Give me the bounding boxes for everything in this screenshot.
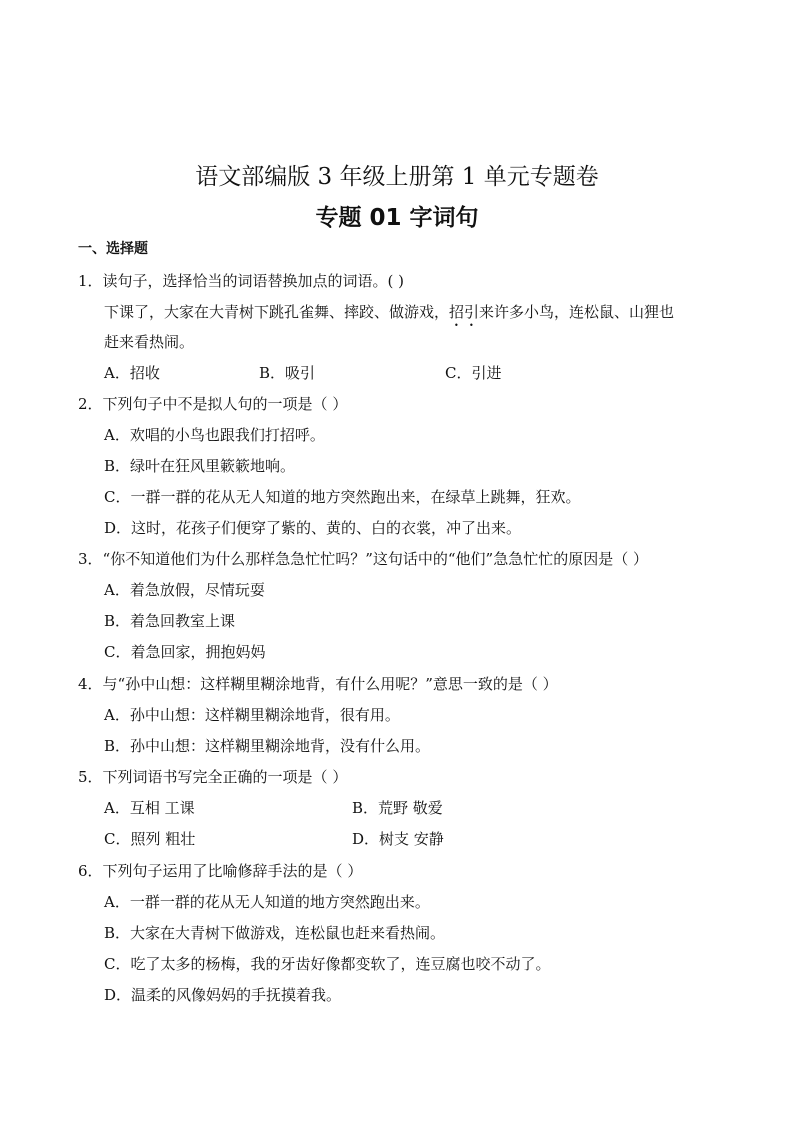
question-3-option-a: A．着急放假，尽情玩耍 (104, 581, 265, 599)
question-4-stem: 4．与“孙中山想：这样糊里糊涂地背，有什么用呢？”意思一致的是（ ） (78, 675, 558, 693)
document-title: 语文部编版 3 年级上册第 1 单元专题卷 (195, 164, 599, 190)
question-4-option-b: B．孙中山想：这样糊里糊涂地背，没有什么用。 (104, 737, 431, 755)
question-6-option-a: A．一群一群的花从无人知道的地方突然跑出来。 (104, 893, 430, 911)
question-4-option-a: A．孙中山想：这样糊里糊涂地背，很有用。 (104, 706, 400, 724)
question-1-option-b: B．吸引 (259, 364, 316, 382)
question-6-option-d: D．温柔的风像妈妈的手抚摸着我。 (104, 986, 342, 1004)
question-5-stem: 5．下列词语书写完全正确的一项是（ ） (78, 768, 348, 786)
question-6-stem: 6．下列句子运用了比喻修辞手法的是（ ） (78, 862, 363, 880)
question-2-option-a: A．欢唱的小鸟也跟我们打招呼。 (104, 426, 325, 444)
question-5-option-b: B．荒野 敬爱 (352, 799, 443, 817)
question-6-option-b: B．大家在大青树下做游戏，连松鼠也赶来看热闹。 (104, 924, 446, 942)
question-2-option-c: C．一群一群的花从无人知道的地方突然跑出来，在绿草上跳舞，狂欢。 (104, 488, 581, 506)
section-heading: 一、选择题 (78, 241, 148, 257)
question-3-option-c: C．着急回家，拥抱妈妈 (104, 643, 266, 661)
question-2-option-d: D．这时，花孩子们便穿了紫的、黄的、白的衣裳，冲了出来。 (104, 519, 522, 537)
emphasized-word: 招引 (449, 303, 480, 321)
question-3-option-b: B．着急回教室上课 (104, 612, 236, 630)
question-2-stem: 2．下列句子中不是拟人句的一项是（ ） (78, 395, 348, 413)
document-subtitle: 专题 01 字词句 (315, 205, 479, 231)
question-1-passage-line-1: 下课了，大家在大青树下跳孔雀舞、摔跤、做游戏，招引来许多小鸟，连松鼠、山狸也 (104, 303, 675, 321)
question-1-stem: 1．读句子，选择恰当的词语替换加点的词语。( ) (78, 272, 405, 290)
question-1-option-a: A．招收 (104, 364, 160, 382)
question-1-option-c: C．引进 (445, 364, 502, 382)
question-5-option-c: C．照列 粗壮 (104, 830, 196, 848)
question-3-stem: 3．“你不知道他们为什么那样急急忙忙吗？”这句话中的“他们”急急忙忙的原因是（ ） (78, 550, 648, 568)
question-6-option-c: C．吃了太多的杨梅，我的牙齿好像都变软了，连豆腐也咬不动了。 (104, 955, 551, 973)
question-1-passage-line-2: 赶来看热闹。 (104, 333, 195, 351)
question-5-option-a: A．互相 工课 (104, 799, 195, 817)
question-2-option-b: B．绿叶在狂风里簌簌地响。 (104, 457, 296, 475)
question-5-option-d: D．树支 安静 (352, 830, 444, 848)
